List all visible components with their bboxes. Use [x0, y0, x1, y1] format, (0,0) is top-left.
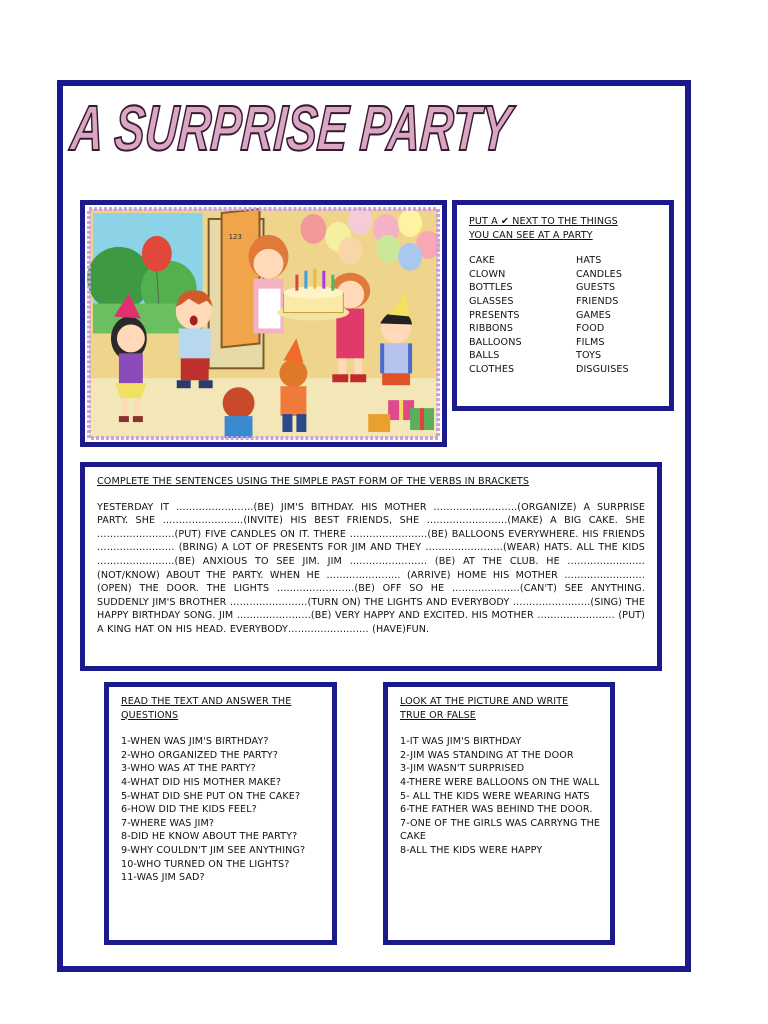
party-item: FILMS	[576, 336, 605, 348]
party-illustration	[89, 209, 438, 438]
party-picture	[80, 200, 447, 447]
party-item: BALLOONS	[469, 336, 522, 348]
party-item: FRIENDS	[576, 295, 619, 307]
question-item: 11-WAS JIM SAD?	[121, 872, 205, 884]
title-text: A SURPRISE PARTY	[68, 92, 691, 164]
true-false-list	[400, 735, 602, 857]
party-item: TOYS	[576, 350, 602, 362]
questions-instruction-2: QUESTIONS	[121, 709, 179, 721]
questions-list	[121, 735, 322, 885]
question-item: 7-WHERE WAS JIM?	[121, 817, 215, 829]
question-item: 10-WHO TURNED ON THE LIGHTS?	[121, 858, 290, 870]
party-item: CLOTHES	[469, 363, 515, 375]
complete-sentences-box	[80, 462, 662, 671]
question-item: 6-HOW DID THE KIDS FEEL?	[121, 804, 257, 816]
door-number: 123	[228, 232, 242, 241]
true-false-instruction-2: TRUE OR FALSE	[400, 709, 476, 721]
true-false-item: 1-IT WAS JIM'S BIRTHDAY	[400, 736, 522, 748]
party-item: BOTTLES	[469, 282, 513, 294]
party-item: GLASSES	[469, 295, 514, 307]
question-item: 3-WHO WAS AT THE PARTY?	[121, 763, 256, 775]
party-item: PRESENTS	[469, 309, 520, 321]
party-item: BALLS	[469, 350, 500, 362]
party-items-grid	[469, 254, 659, 376]
questions-instruction-1: READ THE TEXT AND ANSWER THE	[121, 696, 292, 707]
party-item: GUESTS	[576, 282, 616, 294]
question-item: 8-DID HE KNOW ABOUT THE PARTY?	[121, 831, 298, 843]
party-item: HATS	[576, 255, 602, 267]
question-item: 1-WHEN WAS JIM'S BIRTHDAY?	[121, 736, 269, 748]
true-false-item: 3-JIM WASN'T SURPRISED	[400, 763, 525, 775]
party-item: RIBBONS	[469, 323, 514, 335]
party-item: CAKE	[469, 255, 496, 267]
party-item: FOOD	[576, 323, 605, 335]
party-item: GAMES	[576, 309, 611, 321]
party-item: CANDLES	[576, 268, 623, 280]
sentences-text: YESTERDAY IT ……………………(BE) JIM'S BITHDAY. HIS MOTHER ……………………..(ORGANIZE) A SURPRISE PARTY. SHE …………………….(INVITE) HIS BEST FRIENDS, SHE …………………….(MAKE) A BIG CAKE. SHE ……………………(PUT) FIVE CANDLES ON IT. THERE ……………………(BE) BALLOONS EVERYWHERE. HIS FRIENDS …………………… (BRING) A LOT OF PRESENTS FOR JIM AND THEY ……………………(WEAR) HATS. ALL THE KIDS ……………………(BE) ANXIOUS TO SEE JIM. JIM …………………… (BE) AT THE CLUB. HE ……………………(NOT/KNOW) ABOUT THE PARTY. WHEN HE ………………….. (ARRIVE) HOME HIS MOTHER ……………………. (OPEN) THE DOOR. THE LIGHTS ……………………(BE) OFF SO HE …………………(CAN'T) SEE ANYTHING. SUDDENLY JIM'S BROTHER ……………………(TURN ON) THE LIGHTS AND EVERYBODY ……………………(SING) THE HAPPY BIRTHDAY SONG. JIM …………………..(BE) VERY HAPPY AND EXCITED. HIS MOTHER …………………… (PUT) A KING HAT ON HIS HEAD. EVERYBODY……………………. (HAVE)FUN.	[97, 501, 645, 635]
true-false-item: 5- ALL THE KIDS WERE WEARING HATS	[400, 790, 590, 802]
true-false-item: 8-ALL THE KIDS WERE HAPPY	[400, 844, 543, 856]
true-false-item: 7-ONE OF THE GIRLS WAS CARRYNG THE CAKE	[400, 817, 604, 843]
sentences-instruction: COMPLETE THE SENTENCES USING THE SIMPLE PAST FORM OF THE VERBS IN BRACKETS	[97, 476, 530, 487]
worksheet-title	[68, 84, 691, 164]
mother	[249, 235, 289, 334]
party-items-box	[452, 200, 674, 411]
true-false-item: 4-THERE WERE BALLOONS ON THE WALL	[400, 776, 600, 788]
question-item: 2-WHO ORGANIZED THE PARTY?	[121, 749, 279, 761]
questions-box	[104, 682, 337, 945]
true-false-item: 6-THE FATHER WAS BEHIND THE DOOR.	[400, 804, 593, 816]
question-item: 5-WHAT DID SHE PUT ON THE CAKE?	[121, 790, 301, 802]
party-items-instruction-2: YOU CAN SEE AT A PARTY	[469, 229, 593, 241]
true-false-item: 2-JIM WAS STANDING AT THE DOOR	[400, 749, 574, 761]
party-item: CLOWN	[469, 268, 506, 280]
true-false-box	[383, 682, 615, 945]
question-item: 9-WHY COULDN'T JIM SEE ANYTHING?	[121, 844, 306, 856]
party-item: DISGUISES	[576, 363, 629, 375]
boy-jim	[176, 290, 213, 388]
true-false-instruction-1: LOOK AT THE PICTURE AND WRITE	[400, 696, 569, 707]
party-items-instruction-1: PUT A ✔ NEXT TO THE THINGS	[469, 216, 618, 227]
question-item: 4-WHAT DID HIS MOTHER MAKE?	[121, 776, 282, 788]
